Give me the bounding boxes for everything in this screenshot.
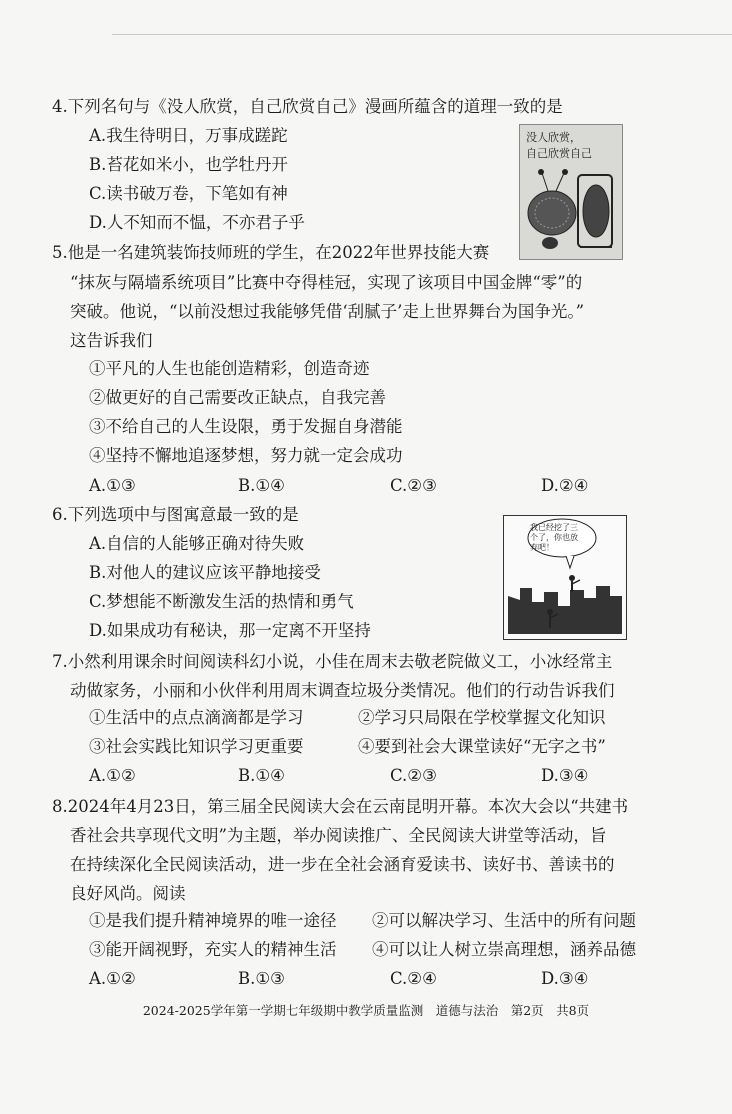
q4-option-d: D.人不知而不愠，不亦君子乎 <box>89 213 305 232</box>
q5-stem-line-1: 5.他是一名建筑装饰技师班的学生，在2022年世界技能大赛 <box>52 243 490 262</box>
q8-statement-1: ①是我们提升精神境界的唯一途径 <box>89 911 337 930</box>
q8-statement-2: ②可以解决学习、生活中的所有问题 <box>372 911 636 930</box>
q6-bubble-line-1: 我已经挖了三 <box>530 523 578 532</box>
q7-statement-2: ②学习只局限在学校掌握文化知识 <box>358 708 606 727</box>
q5-choice-a: A.①③ <box>89 476 136 495</box>
q6-cartoon <box>503 515 627 640</box>
q6-option-b: B.对他人的建议应该平静地接受 <box>89 563 321 582</box>
q7-statement-1: ①生活中的点点滴滴都是学习 <box>89 708 304 727</box>
q7-stem-line-1: 7.小然利用课余时间阅读科幻小说，小佳在周末去敬老院做义工，小冰经常主 <box>52 652 613 671</box>
q5-stem-line-3: 突破。他说，“以前没想过我能够凭借‘刮腻子’走上世界舞台为国争光。” <box>70 302 585 321</box>
q4-option-a: A.我生待明日，万事成蹉跎 <box>89 126 288 145</box>
q6-option-d: D.如果成功有秘诀，那一定离不开坚持 <box>89 621 371 640</box>
q8-stem-line-4: 良好风尚。阅读 <box>70 884 186 903</box>
q8-choice-a: A.①② <box>89 969 136 988</box>
q5-choice-b: B.①④ <box>238 476 285 495</box>
q8-choice-b: B.①③ <box>238 969 285 988</box>
q7-choice-d: D.③④ <box>541 766 589 785</box>
q7-statement-4: ④要到社会大课堂读好“无字之书” <box>358 737 606 756</box>
q4-cartoon-caption-1: 没人欣赏， <box>526 131 581 144</box>
q5-choice-d: D.②④ <box>541 476 589 495</box>
q8-choice-c: C.②④ <box>390 969 437 988</box>
q6-option-c: C.梦想能不断激发生活的热情和勇气 <box>89 592 354 611</box>
page-footer: 2024-2025学年第一学期七年级期中教学质量监测 道德与法治 第2页 共8页 <box>142 1003 590 1018</box>
q6-stem: 6.下列选项中与图寓意最一致的是 <box>52 505 299 524</box>
q8-stem-line-3: 在持续深化全民阅读活动，进一步在全社会涵育爱读书、读好书、善读书的 <box>70 855 615 874</box>
q7-choice-c: C.②③ <box>390 766 437 785</box>
q6-bubble-line-3: 弃吧！ <box>530 543 554 552</box>
q4-option-c: C.读书破万卷，下笔如有神 <box>89 184 288 203</box>
q7-stem-line-2: 动做家务，小丽和小伙伴利用周末调查垃圾分类情况。他们的行动告诉我们 <box>70 681 615 700</box>
q6-bubble-line-2: 个了，你也放 <box>530 533 578 542</box>
q4-option-b: B.苔花如米小，也学牡丹开 <box>89 155 288 174</box>
q6-option-a: A.自信的人能够正确对待失败 <box>89 534 305 553</box>
q5-stem-line-4: 这告诉我们 <box>70 331 153 350</box>
q7-choice-a: A.①② <box>89 766 136 785</box>
q4-cartoon <box>519 124 623 260</box>
q8-choice-d: D.③④ <box>541 969 589 988</box>
q5-statement-1: ①平凡的人生也能创造精彩，创造奇迹 <box>89 359 370 378</box>
header-rule <box>112 34 732 35</box>
q5-statement-4: ④坚持不懈地追逐梦想，努力就一定会成功 <box>89 446 403 465</box>
q8-statement-4: ④可以让人树立崇高理想，涵养品德 <box>372 940 636 959</box>
q5-choice-c: C.②③ <box>390 476 437 495</box>
q4-cartoon-drawing <box>520 125 622 259</box>
q4-stem: 4.下列名句与《没人欣赏，自己欣赏自己》漫画所蕴含的道理一致的是 <box>52 97 563 116</box>
q5-statement-3: ③不给自己的人生设限，勇于发掘自身潜能 <box>89 417 403 436</box>
q7-choice-b: B.①④ <box>238 766 285 785</box>
q5-statement-2: ②做更好的自己需要改正缺点，自我完善 <box>89 388 386 407</box>
q8-statement-3: ③能开阔视野，充实人的精神生活 <box>89 940 337 959</box>
q7-statement-3: ③社会实践比知识学习更重要 <box>89 737 304 756</box>
q5-stem-line-2: “抹灰与隔墙系统项目”比赛中夺得桂冠，实现了该项目中国金牌“零”的 <box>70 273 583 292</box>
q4-cartoon-caption-2: 自己欣赏自己 <box>526 147 592 160</box>
q8-stem-line-1: 8.2024年4月23日，第三届全民阅读大会在云南昆明开幕。本次大会以“共建书 <box>52 797 629 816</box>
q8-stem-line-2: 香社会共享现代文明”为主题，举办阅读推广、全民阅读大讲堂等活动，旨 <box>70 826 607 845</box>
